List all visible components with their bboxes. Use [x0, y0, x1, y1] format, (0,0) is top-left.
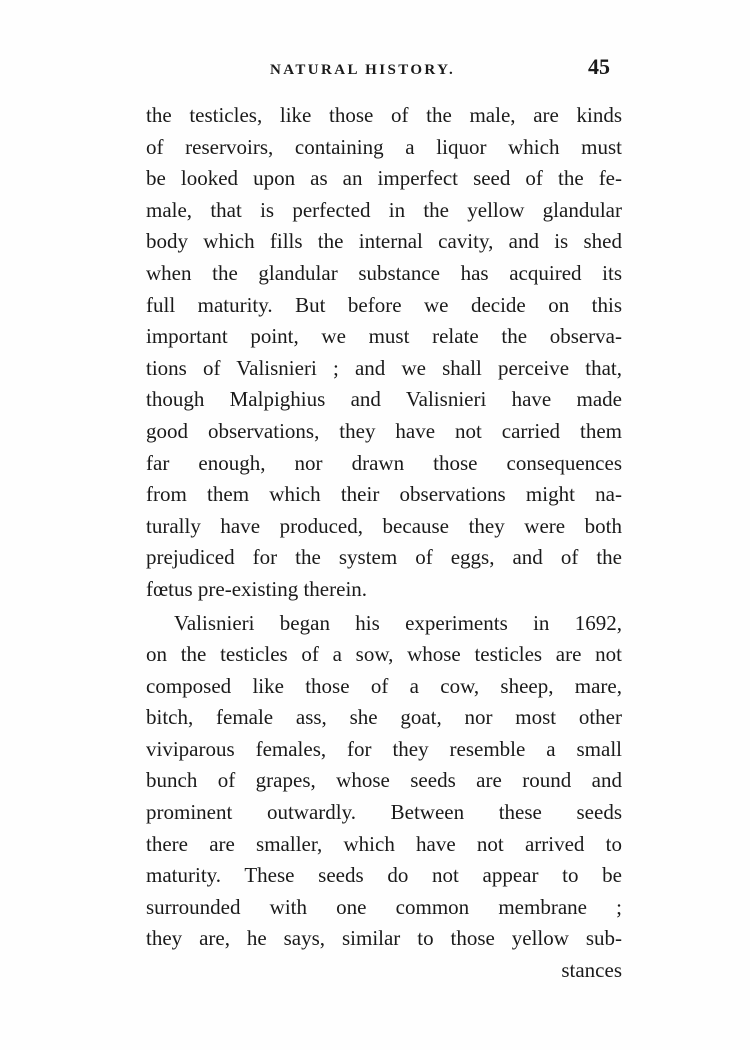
- text-line: surrounded with one common membrane ;: [146, 894, 622, 919]
- text-line: Valisnieri began his experiments in 1692,: [174, 610, 622, 635]
- text-line: they are, he says, similar to those yellow sub-: [146, 926, 622, 951]
- text-line: important point, we must relate the observa-: [146, 324, 622, 349]
- text-line: bunch of grapes, whose seeds are round and: [146, 768, 622, 793]
- text-line: full maturity. But before we decide on this: [146, 292, 622, 317]
- text-line: good observations, they have not carried them: [146, 418, 622, 443]
- text-line: body which fills the internal cavity, and is shed: [146, 229, 622, 254]
- text-line: from them which their observations might na-: [146, 482, 622, 507]
- text-line: though Malpighius and Valisnieri have made: [146, 387, 622, 412]
- text-line: male, that is perfected in the yellow glandular: [146, 197, 622, 222]
- paragraph-2: [146, 608, 622, 956]
- text-line: be looked upon as an imperfect seed of the fe-: [146, 166, 622, 191]
- text-line: tions of Valisnieri ; and we shall perceive that,: [146, 355, 622, 380]
- text-line: of reservoirs, containing a liquor which must: [146, 134, 622, 159]
- body-text: [146, 100, 622, 987]
- text-line: composed like those of a cow, sheep, mare,: [146, 673, 622, 698]
- catchword: stances: [561, 958, 622, 983]
- page-number: 45: [588, 54, 610, 79]
- text-line: turally have produced, because they were both: [146, 513, 622, 538]
- text-line: far enough, nor drawn those consequences: [146, 450, 622, 475]
- text-line: prominent outwardly. Between these seeds: [146, 800, 622, 825]
- text-line: fœtus pre-existing therein.: [146, 576, 368, 601]
- text-line: viviparous females, for they resemble a small: [146, 736, 622, 761]
- text-line: when the glandular substance has acquired its: [146, 260, 622, 285]
- running-head: [270, 54, 610, 84]
- text-line: prejudiced for the system of eggs, and of the: [146, 545, 622, 570]
- text-line: there are smaller, which have not arrived to: [146, 831, 622, 856]
- running-title: NATURAL HISTORY.: [270, 62, 456, 78]
- text-line: bitch, female ass, she goat, nor most other: [146, 705, 622, 730]
- text-line: on the testicles of a sow, whose testicles are not: [146, 642, 622, 667]
- text-line: maturity. These seeds do not appear to be: [146, 863, 622, 888]
- paragraph-1: [146, 100, 622, 606]
- text-line: the testicles, like those of the male, are kinds: [146, 103, 622, 127]
